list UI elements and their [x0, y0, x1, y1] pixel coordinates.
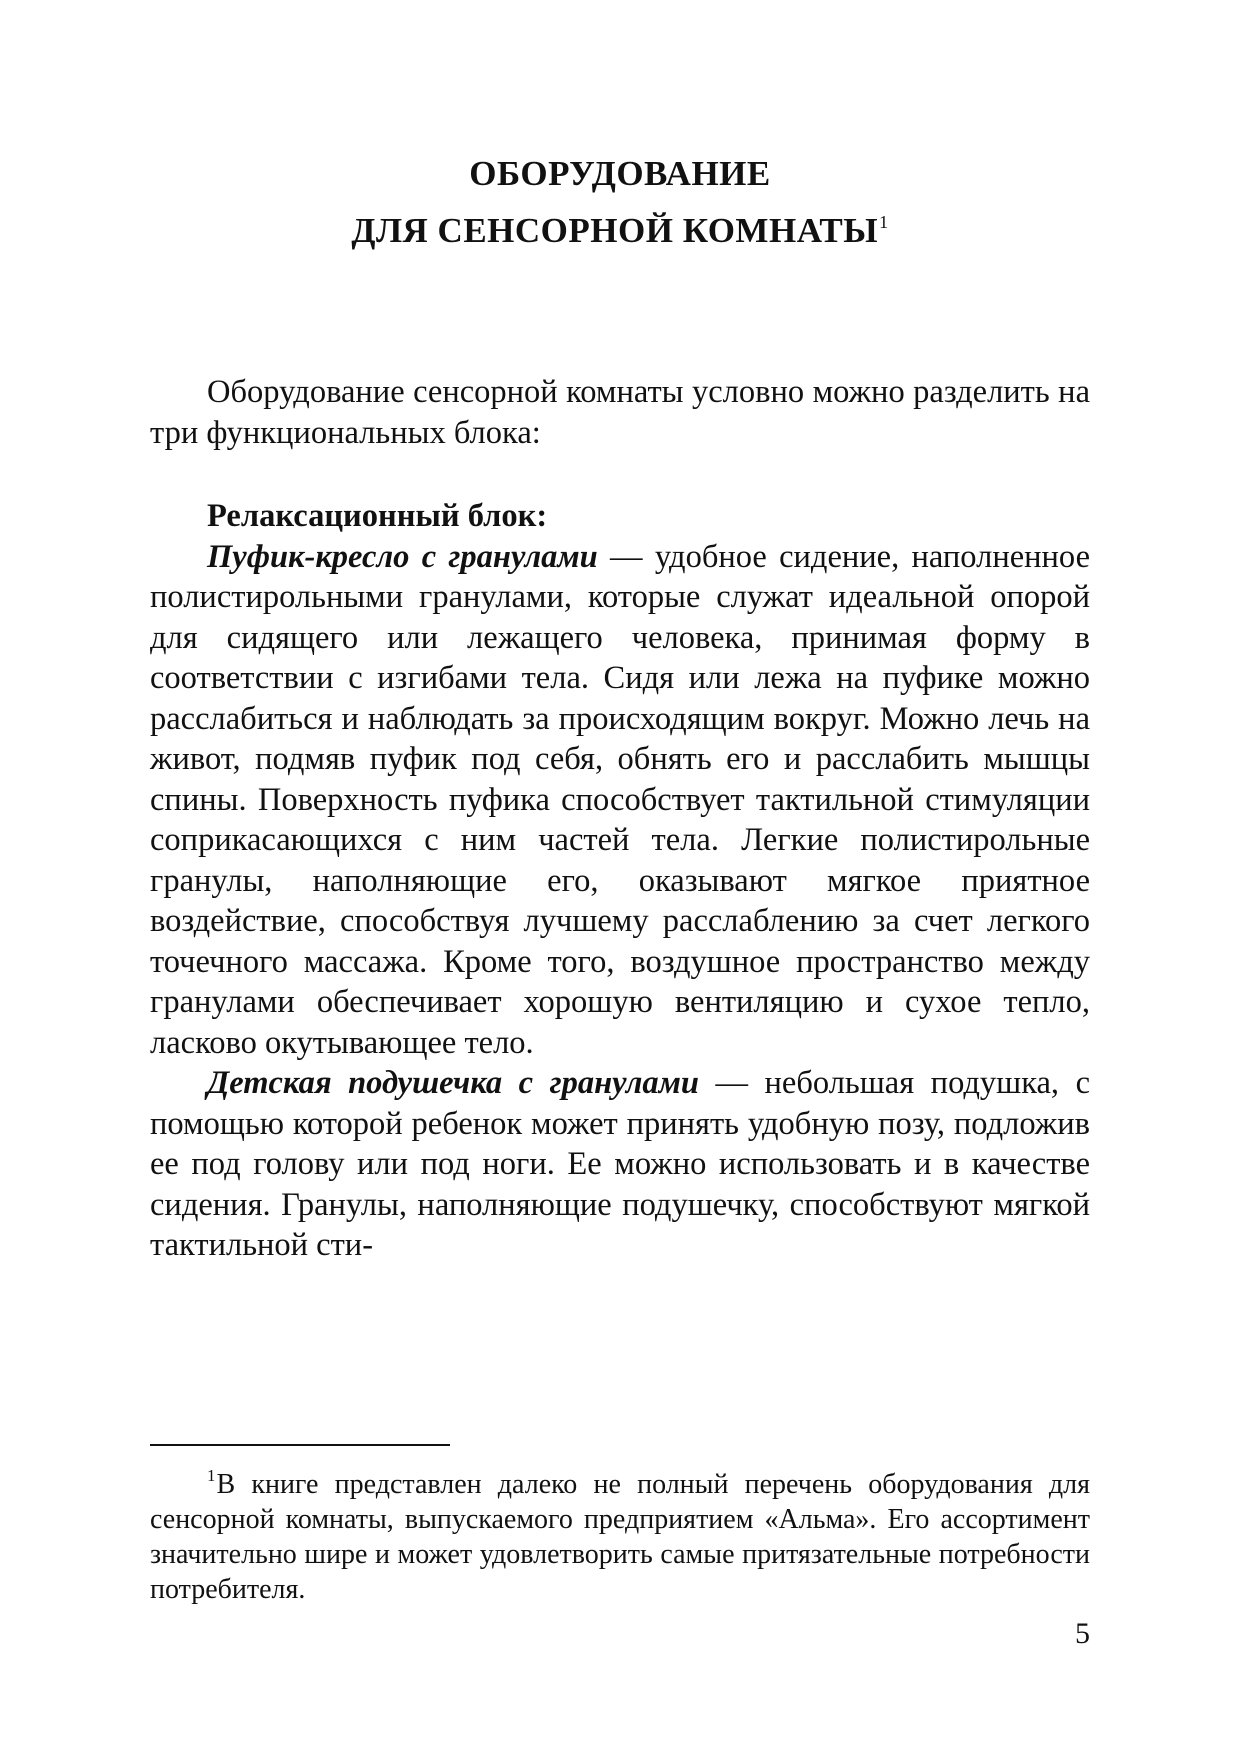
- equipment-description: — небольшая подушка, с помощью которой ребенок может принять удобную позу, подложив ее под голову или под ноги. Ее можно использовать и в качестве сидения. Гранулы, наполняющие подушечку, способствуют мягкой тактильной сти-: [150, 1065, 1090, 1263]
- chapter-heading-line-1: ОБОРУДОВАНИЕ: [469, 154, 771, 193]
- footnote: [150, 1458, 1090, 1607]
- equipment-term: Детская подушечка с гранулами: [207, 1065, 699, 1101]
- chapter-heading-line-2-text: ДЛЯ СЕНСОРНОЙ КОМНАТЫ: [351, 211, 879, 250]
- footnote-paragraph: [150, 1458, 1090, 1607]
- relaxation-block-title: Релаксационный блок:: [207, 498, 548, 534]
- chapter-heading-line-2: [150, 198, 1090, 255]
- equipment-item-child-pillow: [150, 1063, 1090, 1266]
- chapter-heading: [150, 150, 1090, 255]
- heading-footnote-mark: 1: [879, 212, 889, 232]
- footnote-mark: 1: [207, 1466, 216, 1485]
- equipment-item-pouf-chair: [150, 537, 1090, 1064]
- footnote-divider: [150, 1444, 450, 1446]
- relaxation-block-section: [150, 496, 1090, 1266]
- equipment-term: Пуфик-кресло с гранулами: [207, 538, 598, 575]
- intro-paragraph: Оборудование сенсорной комнаты условно можно разделить на три функциональных блока:: [150, 374, 1090, 451]
- page-number: 5: [1075, 1617, 1090, 1650]
- intro-paragraph-block: [150, 372, 1090, 453]
- footnote-text: В книге представлен далеко не полный перечень оборудования для сенсорной комнаты, выпускаемого предприятием «Альма». Его ассортимент значительно шире и может удовлетворить самые притязательные потребности потребителя.: [150, 1469, 1090, 1605]
- equipment-description: — удобное сидение, наполненное полистирольными гранулами, которые служат идеальной опорой для сидящего или лежащего человека, принимая форму в соответствии с изгибами тела. Сидя или лежа на пуфике можно расслабиться и наблюдать за происходящим вокруг. Можно лечь на живот, подмяв пуфик под себя, обнять его и расслабить мышцы спины. Поверхность пуфика способствует тактильной стимуляции соприкасающихся с ним частей тела. Легкие полистирольные гранулы, наполняющие его, оказывают мягкое приятное воздействие, способствуя лучшему расслаблению за счет легкого точечного массажа. Кроме того, воздушное пространство между гранулами обеспечивает хорошую вентиляцию и сухое тепло, ласково окутывающее тело.: [150, 538, 1090, 1061]
